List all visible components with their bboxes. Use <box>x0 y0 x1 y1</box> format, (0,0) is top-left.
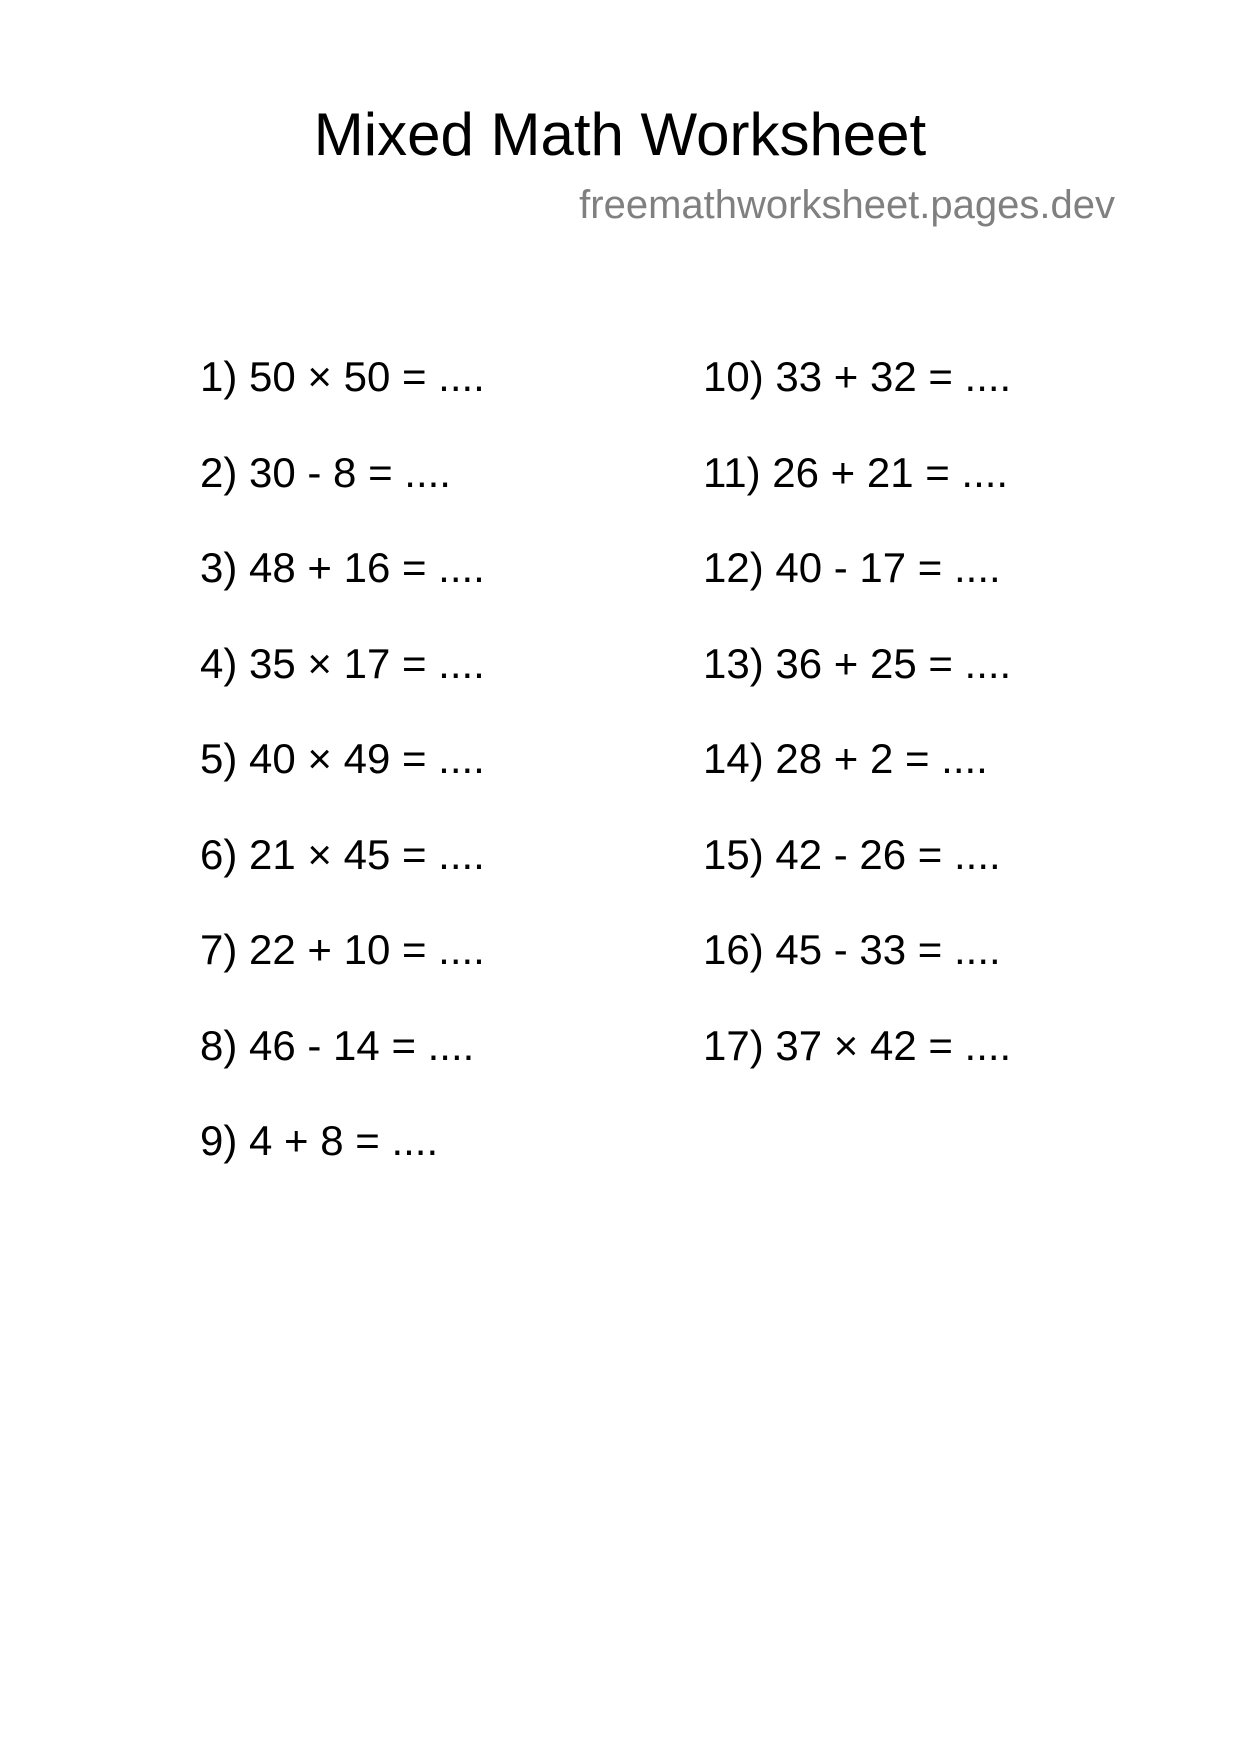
problem-column-left <box>200 350 485 1210</box>
problem-item: 10) 33 + 32 = .... <box>703 353 1012 400</box>
problem-item: 8) 46 - 14 = .... <box>200 1021 475 1069</box>
problem-item: 3) 48 + 16 = .... <box>200 544 485 591</box>
problem-item: 7) 22 + 10 = .... <box>200 926 485 973</box>
source-url: freemathworksheet.pages.dev <box>579 183 1115 227</box>
problem-item: 12) 40 - 17 = .... <box>703 544 1001 591</box>
problem-item: 15) 42 - 26 = .... <box>703 830 1001 878</box>
problem-item: 17) 37 × 42 = .... <box>703 1021 1012 1069</box>
problem-item: 9) 4 + 8 = .... <box>200 1117 439 1164</box>
problem-item: 5) 40 × 49 = .... <box>200 735 485 782</box>
page-title: Mixed Math Worksheet <box>313 101 927 168</box>
problem-item: 6) 21 × 45 = .... <box>200 830 485 878</box>
problem-item: 11) 26 + 21 = .... <box>703 448 1009 496</box>
problem-item: 14) 28 + 2 = .... <box>703 735 988 782</box>
problem-item: 16) 45 - 33 = .... <box>703 926 1001 973</box>
problem-item: 1) 50 × 50 = .... <box>200 353 485 400</box>
problem-column-right <box>703 350 1011 1114</box>
problem-item: 4) 35 × 17 = .... <box>200 639 485 687</box>
problem-item: 13) 36 + 25 = .... <box>703 639 1012 687</box>
problem-item: 2) 30 - 8 = .... <box>200 448 451 496</box>
